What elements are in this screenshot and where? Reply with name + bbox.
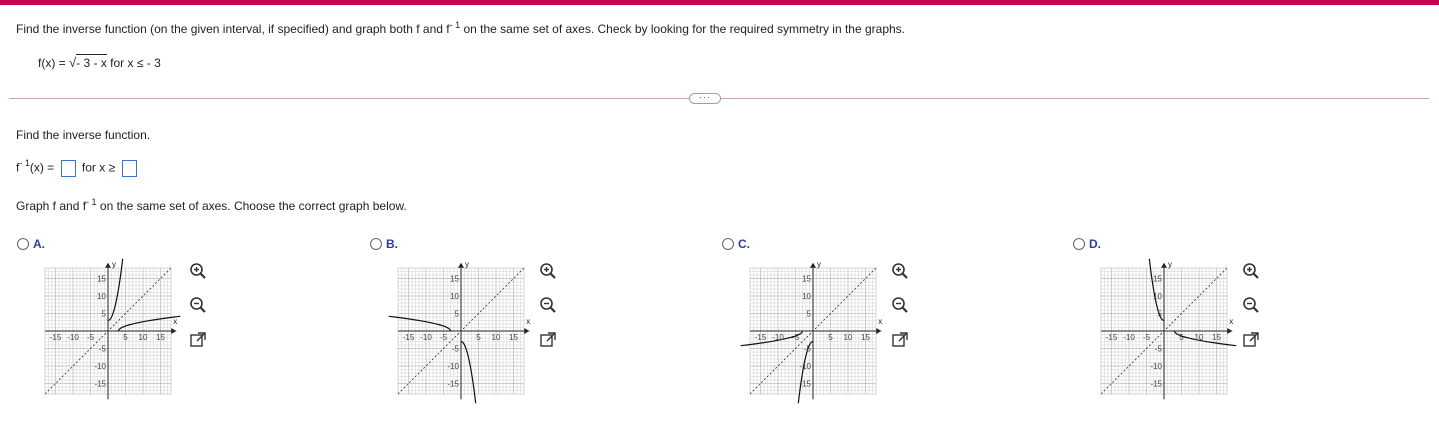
x-axis-label: x (1229, 317, 1234, 326)
x-tick-label: 15 (509, 333, 518, 342)
x-axis-arrow (171, 328, 176, 334)
option-d-graph (1094, 259, 1234, 393)
zoom-out-icon[interactable] (1242, 296, 1260, 314)
popout-icon[interactable] (539, 331, 557, 349)
y-tick-label: -15 (799, 379, 811, 389)
y-axis-arrow (105, 263, 111, 268)
x-tick-label: 5 (1179, 333, 1184, 342)
option-b-graph (391, 259, 531, 393)
y-axis-label: y (817, 259, 821, 269)
zoom-out-icon[interactable] (189, 296, 207, 314)
y-axis-arrow (1161, 263, 1167, 268)
y-axis-label: y (1168, 259, 1172, 269)
option-d-radio[interactable] (1073, 238, 1085, 250)
x-axis-arrow (524, 328, 529, 334)
option-c-label[interactable]: C. (738, 237, 750, 251)
y-tick-label: 15 (97, 274, 106, 284)
popout-icon[interactable] (189, 331, 207, 349)
x-tick-label: 15 (861, 333, 870, 342)
x-axis-label: x (173, 317, 178, 326)
coordinate-grid (1094, 259, 1234, 393)
option-a-graph (38, 259, 178, 393)
option-a-label[interactable]: A. (33, 237, 45, 251)
coordinate-grid (38, 259, 178, 393)
x-tick-label: 5 (123, 333, 128, 342)
y-tick-label: -5 (451, 344, 459, 354)
y-axis-arrow (810, 263, 816, 268)
y-tick-label: 15 (802, 274, 811, 284)
x-tick-label: -5 (439, 333, 448, 342)
more-button[interactable]: ··· (689, 93, 721, 104)
inverse-answer-row: $f^{- 1}(x)$ = for x ≥ (16, 160, 140, 177)
y-tick-label: -10 (447, 362, 459, 371)
x-tick-label: -10 (420, 333, 432, 342)
option-c-radio[interactable] (722, 238, 734, 250)
x-tick-label: -5 (791, 333, 800, 342)
y-tick-label: -10 (94, 362, 106, 371)
zoom-in-icon[interactable] (189, 262, 207, 280)
y-axis-arrow (458, 263, 464, 268)
popout-icon[interactable] (1242, 331, 1260, 349)
x-tick-label: 10 (843, 333, 853, 342)
x-tick-label: 15 (1212, 333, 1221, 342)
part2-prompt: Graph f and $f^{- 1}$ on the same set of axes. Choose the correct graph below. (16, 197, 407, 213)
y-tick-label: -5 (98, 344, 106, 354)
y-tick-label: -15 (447, 379, 459, 389)
function-definition: f(x) = √- 3 - x for x ≤ - 3 (38, 55, 161, 70)
zoom-out-icon[interactable] (539, 296, 557, 314)
x-tick-label: -15 (1105, 333, 1118, 342)
zoom-in-icon[interactable] (539, 262, 557, 280)
inverse-expression-input[interactable] (61, 160, 76, 177)
option-b-label[interactable]: B. (386, 237, 398, 251)
x-axis-label: x (878, 317, 883, 326)
y-tick-label: 5 (1157, 309, 1162, 319)
x-tick-label: 5 (476, 333, 481, 342)
x-tick-label: -10 (1123, 333, 1135, 342)
x-tick-label: -15 (754, 333, 767, 342)
x-tick-label: 10 (491, 333, 501, 342)
x-tick-label: 5 (828, 333, 833, 342)
zoom-out-icon[interactable] (891, 296, 909, 314)
y-tick-label: 10 (1153, 292, 1162, 301)
popout-icon[interactable] (891, 331, 909, 349)
coordinate-grid (391, 259, 531, 393)
domain-lower-bound-input[interactable] (122, 160, 137, 177)
option-a-radio[interactable] (17, 238, 29, 250)
x-tick-label: 15 (156, 333, 165, 342)
y-tick-label: 15 (450, 274, 459, 284)
x-tick-label: 10 (138, 333, 148, 342)
y-tick-label: 15 (1153, 274, 1162, 284)
x-tick-label: -10 (772, 333, 784, 342)
part1-prompt: Find the inverse function. (16, 128, 151, 142)
y-tick-label: 5 (806, 309, 811, 319)
option-c-graph (743, 259, 883, 393)
x-tick-label: -5 (1142, 333, 1151, 342)
y-tick-label: 10 (802, 292, 811, 301)
x-axis-arrow (1227, 328, 1232, 334)
x-axis-label: x (526, 317, 531, 326)
y-tick-label: -5 (803, 344, 811, 354)
x-tick-label: -5 (86, 333, 95, 342)
y-tick-label: -5 (1154, 344, 1162, 354)
y-axis-label: y (112, 259, 116, 269)
y-axis-label: y (465, 259, 469, 269)
y-tick-label: 5 (454, 309, 459, 319)
question-instruction: Find the inverse function (on the given interval, if specified) and graph both f and $f^{- 1}$ on the same set of axes. Check by looking for the required symmetry in the graphs. (16, 20, 905, 36)
x-tick-label: -10 (67, 333, 79, 342)
option-d-label[interactable]: D. (1089, 237, 1101, 251)
option-b-radio[interactable] (370, 238, 382, 250)
top-accent-bar (0, 0, 1439, 5)
x-axis-arrow (876, 328, 881, 334)
y-tick-label: 5 (101, 309, 106, 319)
zoom-in-icon[interactable] (1242, 262, 1260, 280)
coordinate-grid (743, 259, 883, 393)
y-tick-label: -10 (1150, 362, 1162, 371)
y-tick-label: 10 (450, 292, 459, 301)
x-tick-label: -15 (402, 333, 415, 342)
y-tick-label: -15 (94, 379, 106, 389)
zoom-in-icon[interactable] (891, 262, 909, 280)
x-tick-label: 10 (1194, 333, 1204, 342)
y-tick-label: -15 (1150, 379, 1162, 389)
y-tick-label: -10 (799, 362, 811, 371)
x-tick-label: -15 (49, 333, 62, 342)
y-tick-label: 10 (97, 292, 106, 301)
